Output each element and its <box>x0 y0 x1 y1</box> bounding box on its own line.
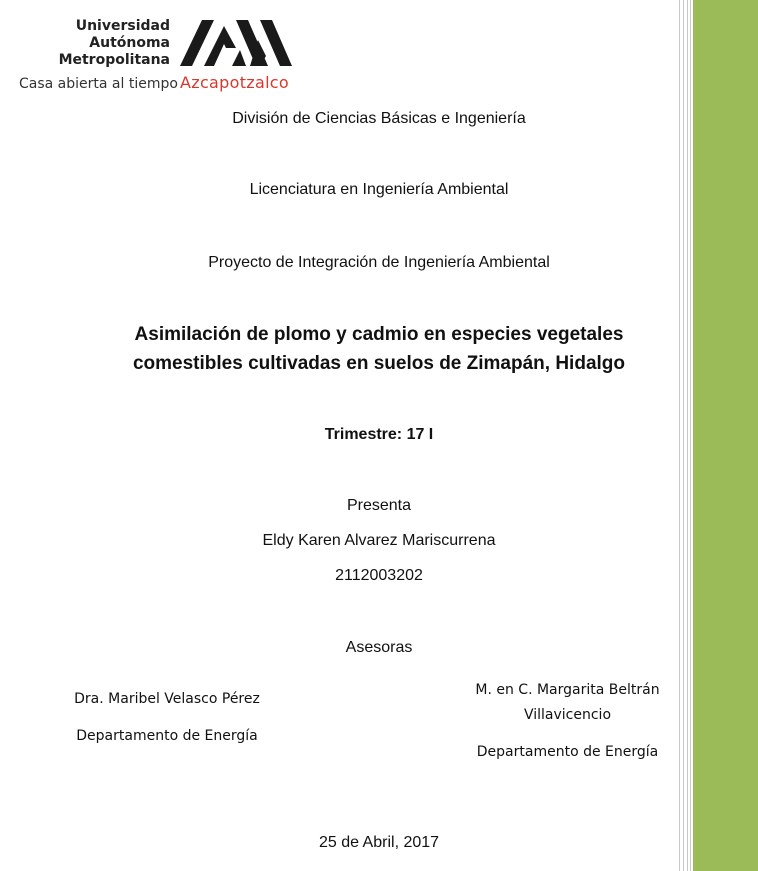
advisor-left-department: Departamento de Energía <box>76 728 258 744</box>
advisor-right-name-2: Villavicencio <box>523 707 612 723</box>
degree-line: Licenciatura en Ingeniería Ambiental <box>249 181 509 198</box>
logo-tagline: Casa abierta al tiempo <box>19 76 178 92</box>
student-id: 2112003202 <box>335 567 423 584</box>
division-line: División de Ciencias Básicas e Ingeniería <box>232 110 526 127</box>
title-line-1: Asimilación de plomo y cadmio en especies vegetales <box>134 324 624 345</box>
advisor-right-department: Departamento de Energía <box>476 744 659 760</box>
advisor-right <box>455 678 680 765</box>
date-line: 25 de Abril, 2017 <box>318 834 440 851</box>
uam-emblem-icon <box>180 18 292 68</box>
advisor-left-name: Dra. Maribel Velasco Pérez <box>74 691 260 707</box>
logo-name-line-1: Universidad <box>75 18 170 34</box>
advisor-right-name-1: M. en C. Margarita Beltrán <box>475 682 660 698</box>
logo-name-line-2: Autónoma <box>89 35 170 51</box>
advisor-left <box>52 687 282 749</box>
term-label: Trimestre: 17 I <box>324 426 434 443</box>
logo-campus: Azcapotzalco <box>180 73 289 92</box>
uam-logo <box>0 0 310 100</box>
presenter-name: Eldy Karen Alvarez Mariscurrena <box>262 532 496 549</box>
logo-university-name <box>59 18 170 69</box>
project-line: Proyecto de Integración de Ingeniería Ambiental <box>208 254 550 271</box>
presenter-label: Presenta <box>346 497 412 514</box>
advisors-label: Asesoras <box>345 639 413 656</box>
document-title <box>0 320 758 378</box>
logo-name-line-3: Metropolitana <box>58 52 170 68</box>
title-line-2: comestibles cultivadas en suelos de Zimapán, Hidalgo <box>132 353 626 374</box>
